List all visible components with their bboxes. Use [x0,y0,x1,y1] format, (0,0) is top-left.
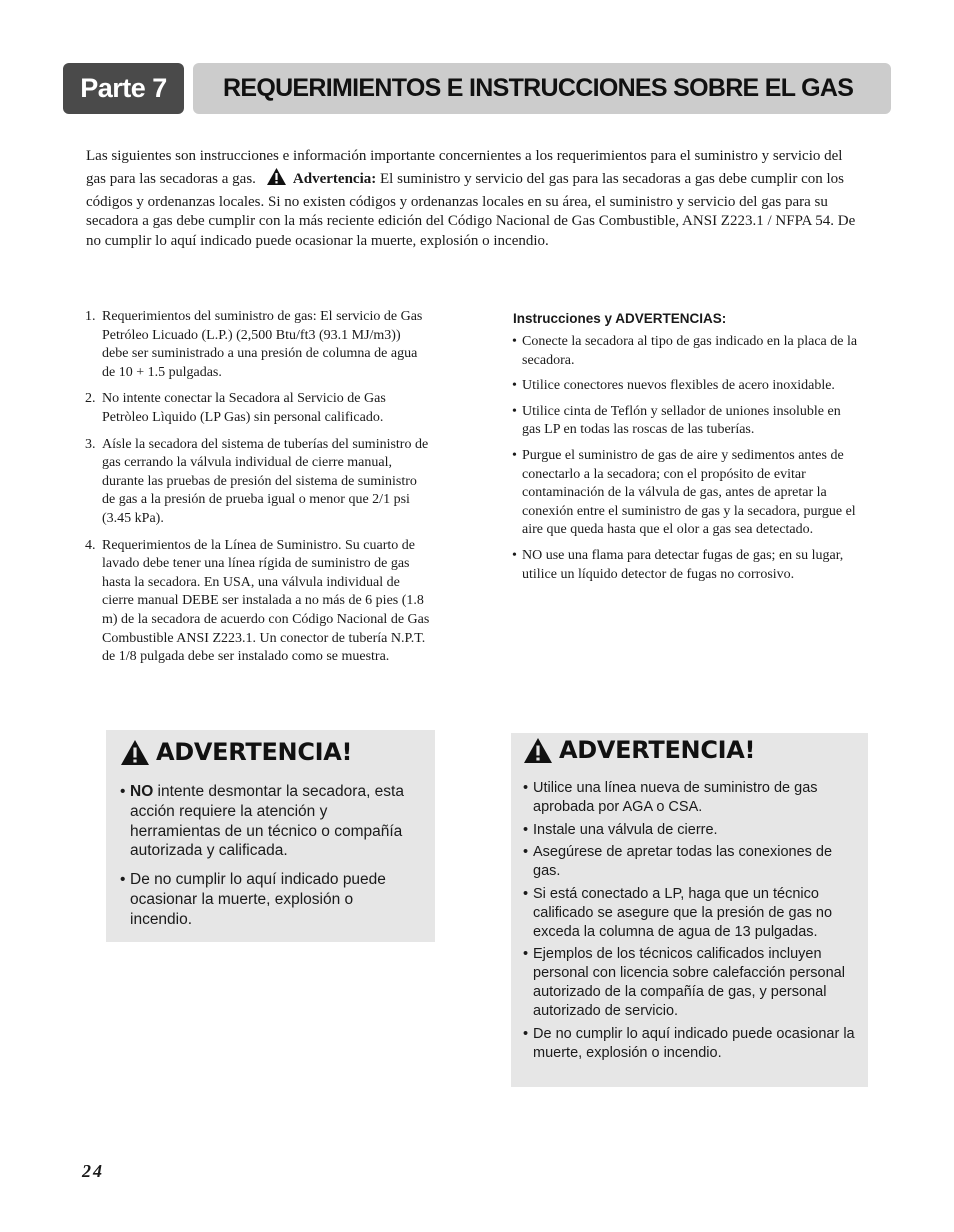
warning-title-text: ADVERTENCIA! [559,736,756,764]
item-text: Si está conectado a LP, haga que un técnico calificado se asegure que la presión de gas no exceda la columna de agua de 13 pulgadas. [533,885,833,940]
bullet: • [512,547,517,563]
item-number: 4. [85,537,96,553]
bullet: • [523,780,529,796]
list-item [523,821,858,840]
item-text: Asegúrese de apretar todas las conexiones de gas. [533,844,833,879]
list-item [512,447,862,540]
bullet: • [523,821,529,838]
item-text: Utilice conectores nuevos flexibles de acero inoxidable. [522,378,835,394]
bullet: • [120,871,126,889]
bullet: • [512,378,517,394]
item-text [130,782,419,861]
item-rest: intente desmontar la secadora, esta acción requiere la atención y herramientas de un técnico o compañía autorizada y calificada. [130,783,404,860]
bullet: • [523,1025,529,1042]
item-text: Instale una válvula de cierre. [533,821,718,838]
list-item [512,547,862,584]
list-item [120,782,419,861]
list-item [523,945,858,1021]
instructions-list [512,333,862,591]
warning-triangle-icon [120,739,150,766]
page-number: 24 [82,1161,104,1181]
list-item [523,1025,858,1063]
bullet: • [120,783,126,800]
item-text: Utilice cinta de Teflón y sellador de uniones insoluble en gas LP en todas las roscas de las tuberías. [522,403,841,438]
intro-warning-text: El suministro y servicio del gas para las secadoras a gas debe cumplir con los códigos y ordenanzas locales. Si no existen códigos y ordenanzas locales en su área, el suministro y servicio del gas para su secadora a gas debe cumplir con la más reciente edición del Código Nacional de Gas Combustible, ANSI Z223.1 / NFPA 54. De no cumplir lo aquí indicado puede ocasionar la muerte, explosión o incendio. [86,170,856,250]
warning-list [120,782,419,930]
intro-paragraph [86,147,866,252]
warning-box-right [511,733,868,1087]
list-item [523,843,858,881]
bullet: • [512,403,517,419]
list-item [523,779,858,817]
item-text: Ejemplos de los técnicos calificados incluyen personal con licencia sobre calefacción personal autorizado de la compañía de gas, y personal autorizado de servicio. [533,946,845,1019]
warning-list [523,779,858,1063]
requirements-list [85,308,430,675]
warning-triangle-icon [523,737,553,764]
bullet: • [523,946,529,962]
list-item [85,390,430,427]
page-title: REQUERIMIENTOS E INSTRUCCIONES SOBRE EL GAS [193,63,891,114]
intro-text: Las siguientes son instrucciones e información importante concernientes a los requerimientos para el suministro y servicio del gas para las secadoras a gas. [86,148,843,187]
bullet: • [512,447,517,463]
item-text: Requerimientos de la Línea de Suministro. Su cuarto de lavado debe tener una línea rígida de suministro de gas hasta la secadora. En USA, una válvula individual de cierre manual DEBE ser instalada a no más de 6 pies (1.8 m) de la secadora de acuerdo con Código Nacional de Gas Combustible ANSI Z223.1. Un conector de tubería N.P.T. de 1/8 pulgada debe ser instalado como se muestra. [102,537,430,665]
list-item [512,377,862,396]
warning-title [120,738,419,766]
list-item [85,537,430,667]
list-item [85,308,430,382]
item-text: Requerimientos del suministro de gas: El servicio de Gas Petróleo Licuado (L.P.) (2,500 Btu/ft3 (93.1 MJ/m3)) debe ser suministrado a una presión de columna de agua de 10 + 1.5 pulgadas. [102,309,423,380]
item-text: De no cumplir lo aquí indicado puede ocasionar la muerte, explosión o incendio. [130,871,386,928]
item-text: No intente conectar la Secadora al Servicio de Gas Petròleo Lìquido (LP Gas) sin personal calificado. [102,391,386,425]
part-label: Parte 7 [63,63,184,114]
list-item [512,333,862,370]
item-text: Conecte la secadora al tipo de gas indicado en la placa de la secadora. [522,334,858,368]
instructions-heading: Instrucciones y ADVERTENCIAS: [513,311,727,326]
item-number: 3. [85,436,96,452]
list-item [120,870,419,929]
item-text: Utilice una línea nueva de suministro de gas aprobada por AGA o CSA. [533,780,818,815]
list-item [85,436,430,529]
item-bold: NO [130,783,154,800]
warning-triangle-icon [266,167,287,193]
bullet: • [523,844,529,860]
item-text: Purgue el suministro de gas de aire y sedimentos antes de conectarlo a la secadora; con el propósito de evitar contaminación de la válvula de gas, antes de apretar la conexión entre el suministro de gas y la secadora, purgue el aire que queda hasta que el olor a gas sea detectado. [522,447,856,538]
item-text: De no cumplir lo aquí indicado puede ocasionar la muerte, explosión o incendio. [533,1025,855,1061]
bullet: • [512,334,517,349]
warning-title [523,736,858,764]
warning-box-left [106,730,435,942]
item-text: NO use una flama para detectar fugas de gas; en su lugar, utilice un líquido detector de fugas no corrosivo. [522,547,844,582]
item-text: Aísle la secadora del sistema de tuberías del suministro de gas cerrando la válvula individual de cierre manual, durante las pruebas de presión del sistema de suministro de gas a la presión de prueba igual o menor que 2/1 psi (3.45 kPa). [102,436,429,526]
list-item [523,885,858,942]
intro-warning-label: Advertencia: [292,170,377,187]
bullet: • [523,885,529,902]
warning-title-text: ADVERTENCIA! [156,738,353,766]
list-item [512,403,862,440]
item-number: 2. [85,391,96,407]
item-number: 1. [85,309,96,324]
